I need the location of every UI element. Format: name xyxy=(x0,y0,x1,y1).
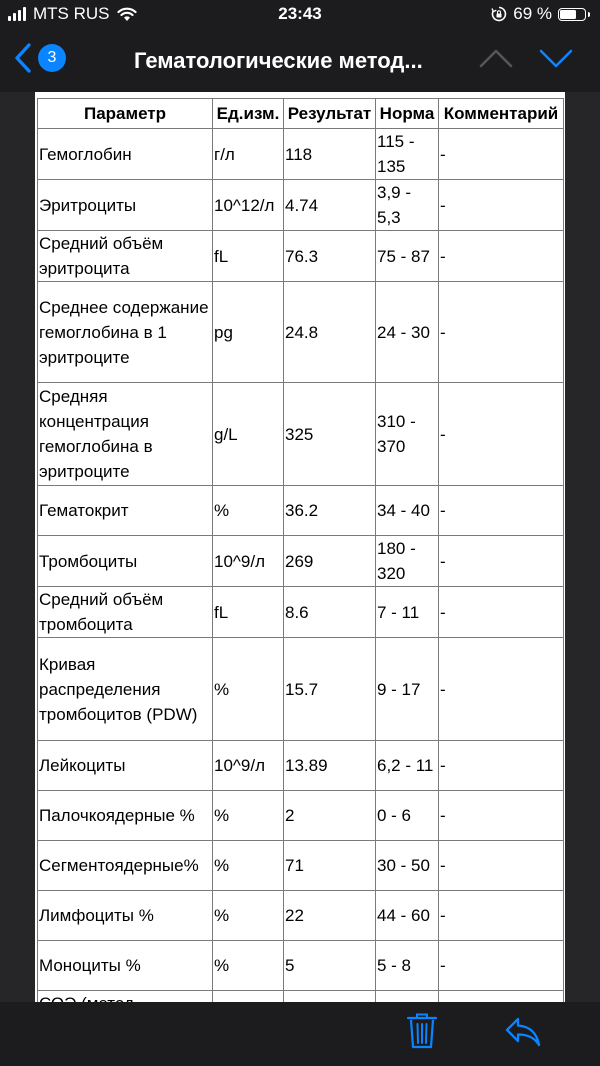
message-body[interactable] xyxy=(35,92,565,1002)
cell-norm: 24 - 30 xyxy=(376,282,439,383)
nav-bar xyxy=(0,30,600,92)
reply-button[interactable] xyxy=(504,1016,542,1053)
table-row xyxy=(38,383,564,486)
carrier-label: MTS RUS xyxy=(33,4,110,23)
status-right xyxy=(491,4,586,24)
table-row xyxy=(38,282,564,383)
cell-result: 269 xyxy=(284,536,376,587)
next-message-button[interactable] xyxy=(538,46,574,75)
back-button[interactable] xyxy=(14,42,66,74)
battery-icon xyxy=(558,8,586,21)
table-row xyxy=(38,231,564,282)
cell-unit: % xyxy=(213,891,284,941)
cell-parameter: Тромбоциты xyxy=(38,536,213,587)
table-row xyxy=(38,741,564,791)
cell-unit: % xyxy=(213,486,284,536)
cell-comment: - xyxy=(439,941,564,991)
cell-norm: 180 - 320 xyxy=(376,536,439,587)
header-parameter: Параметр xyxy=(38,99,213,129)
cell-unit: fL xyxy=(213,231,284,282)
cell-parameter: Лимфоциты % xyxy=(38,891,213,941)
bottom-toolbar xyxy=(0,1002,600,1066)
cell-norm: 34 - 40 xyxy=(376,486,439,536)
cell-result: 24.8 xyxy=(284,282,376,383)
cell-result: 8.6 xyxy=(284,587,376,638)
table-header-row xyxy=(38,99,564,129)
cell-unit: 10^9/л xyxy=(213,536,284,587)
cell-norm: 7 - 11 xyxy=(376,587,439,638)
cell-comment: - xyxy=(439,383,564,486)
cell-parameter: Гемоглобин xyxy=(38,129,213,180)
cell-parameter: Эритроциты xyxy=(38,180,213,231)
trash-icon xyxy=(406,1012,438,1050)
cell-unit: % xyxy=(213,841,284,891)
cell-result: 5 xyxy=(284,941,376,991)
cell-result: 76.3 xyxy=(284,231,376,282)
table-row xyxy=(38,638,564,741)
rotation-lock-icon xyxy=(491,6,507,22)
header-norm: Норма xyxy=(376,99,439,129)
chevron-left-icon xyxy=(14,42,32,74)
cell-comment: - xyxy=(439,536,564,587)
lab-results-table xyxy=(37,98,564,1042)
cell-parameter: Средний объём тромбоцита xyxy=(38,587,213,638)
cell-comment: - xyxy=(439,841,564,891)
cell-unit: % xyxy=(213,941,284,991)
reply-icon xyxy=(504,1016,542,1048)
cell-unit: 10^9/л xyxy=(213,741,284,791)
table-row xyxy=(38,536,564,587)
battery-fill xyxy=(560,10,576,19)
cell-comment: - xyxy=(439,180,564,231)
table-row xyxy=(38,180,564,231)
cell-parameter: Кривая распределения тромбоцитов (PDW) xyxy=(38,638,213,741)
previous-message-button[interactable] xyxy=(478,46,514,75)
cell-parameter: Среднее содержание гемоглобина в 1 эритроците xyxy=(38,282,213,383)
cell-norm: 5 - 8 xyxy=(376,941,439,991)
cell-unit: % xyxy=(213,638,284,741)
cell-result: 36.2 xyxy=(284,486,376,536)
cell-comment: - xyxy=(439,129,564,180)
cell-comment: - xyxy=(439,231,564,282)
cell-norm: 75 - 87 xyxy=(376,231,439,282)
cell-parameter: Средняя концентрация гемоглобина в эритроците xyxy=(38,383,213,486)
cell-norm: 3,9 - 5,3 xyxy=(376,180,439,231)
cell-norm: 44 - 60 xyxy=(376,891,439,941)
cell-norm: 6,2 - 11 xyxy=(376,741,439,791)
table-row xyxy=(38,791,564,841)
cell-norm: 9 - 17 xyxy=(376,638,439,741)
cell-result: 71 xyxy=(284,841,376,891)
cell-comment: - xyxy=(439,587,564,638)
cell-norm: 115 - 135 xyxy=(376,129,439,180)
battery-percent: 69 % xyxy=(513,4,552,23)
cell-comment: - xyxy=(439,891,564,941)
table-row xyxy=(38,891,564,941)
cell-parameter: Средний объём эритроцита xyxy=(38,231,213,282)
cell-parameter: Сегментоядерные% xyxy=(38,841,213,891)
cell-unit: 10^12/л xyxy=(213,180,284,231)
cell-norm: 0 - 6 xyxy=(376,791,439,841)
cell-unit: г/л xyxy=(213,129,284,180)
status-time: 23:43 xyxy=(278,4,322,23)
cell-result: 118 xyxy=(284,129,376,180)
cell-unit: g/L xyxy=(213,383,284,486)
unread-count-badge: 3 xyxy=(38,44,66,72)
delete-button[interactable] xyxy=(406,1012,438,1055)
table-row xyxy=(38,841,564,891)
page-title: Гематологические метод... xyxy=(134,48,423,73)
cell-parameter: Моноциты % xyxy=(38,941,213,991)
cell-unit: fL xyxy=(213,587,284,638)
cell-parameter: Лейкоциты xyxy=(38,741,213,791)
table-row xyxy=(38,941,564,991)
header-result: Результат xyxy=(284,99,376,129)
cell-result: 22 xyxy=(284,891,376,941)
cell-result: 4.74 xyxy=(284,180,376,231)
table-row xyxy=(38,587,564,638)
cell-result: 2 xyxy=(284,791,376,841)
header-comment: Комментарий xyxy=(439,99,564,129)
table-row xyxy=(38,486,564,536)
cell-comment: - xyxy=(439,638,564,741)
cell-comment: - xyxy=(439,486,564,536)
cell-unit: pg xyxy=(213,282,284,383)
cell-result: 15.7 xyxy=(284,638,376,741)
cell-result: 13.89 xyxy=(284,741,376,791)
table-row xyxy=(38,129,564,180)
cell-comment: - xyxy=(439,282,564,383)
status-bar xyxy=(0,0,600,30)
header-unit: Ед.изм. xyxy=(213,99,284,129)
cell-parameter: Гематокрит xyxy=(38,486,213,536)
cell-comment: - xyxy=(439,741,564,791)
cell-norm: 30 - 50 xyxy=(376,841,439,891)
cell-parameter: Палочкоядерные % xyxy=(38,791,213,841)
cell-comment: - xyxy=(439,791,564,841)
cell-result: 325 xyxy=(284,383,376,486)
cell-unit: % xyxy=(213,791,284,841)
cell-norm: 310 - 370 xyxy=(376,383,439,486)
chevron-down-icon xyxy=(538,46,574,70)
chevron-up-icon xyxy=(478,46,514,70)
